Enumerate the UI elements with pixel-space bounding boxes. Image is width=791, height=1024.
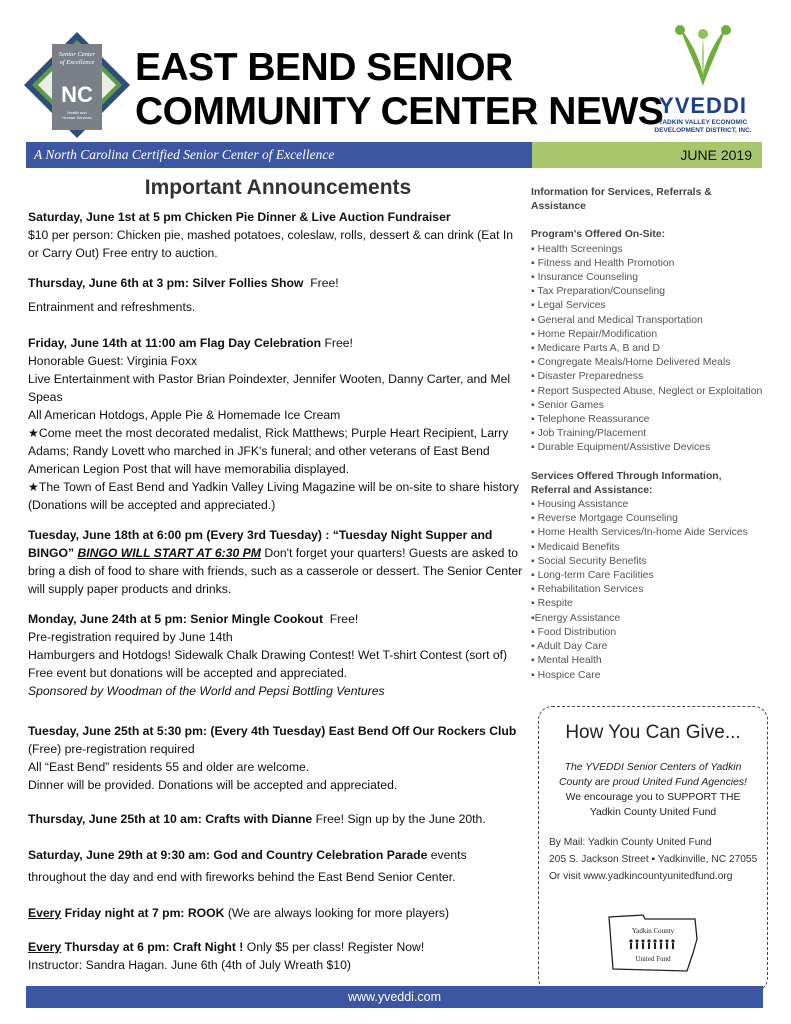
- service-item: ▪ Medicaid Benefits: [531, 541, 620, 553]
- referral-heading: Services Offered Through Information, Referral and Assistance:: [531, 470, 722, 496]
- footer-website[interactable]: www.yveddi.com: [26, 986, 763, 1008]
- event-title: Tuesday, June 18th at 6:00 pm (Every 3rd Tuesday) : “Tuesday Night Supper and BINGO”: [28, 528, 493, 560]
- event-title: Tuesday, June 25th at 5:30 pm: (Every 4th Tuesday) East Bend Off Our Rockers Club: [28, 724, 517, 738]
- give-title: How You Can Give...: [565, 722, 741, 743]
- event-silver-follies: [28, 274, 524, 316]
- event-god-country: [28, 844, 524, 888]
- event-registration: (Free) pre-registration required: [28, 742, 195, 756]
- leaf-people-icon: [658, 20, 748, 88]
- org-subtitle: YADKIN VALLEY ECONOMIC DEVELOPMENT DISTRICT, INC.: [654, 119, 752, 134]
- service-item: ▪ Insurance Counseling: [531, 272, 639, 284]
- event-details: Entrainment and refreshments.: [28, 300, 196, 314]
- event-title: Thursday at 6 pm: Craft Night !: [64, 940, 244, 954]
- title-line-2: COMMUNITY CENTER NEWS: [135, 90, 664, 133]
- services-sidebar: [531, 186, 763, 683]
- fund-website[interactable]: Or visit www.yadkincountyunitedfund.org: [549, 871, 733, 882]
- onsite-services-list: [531, 243, 763, 456]
- event-free: Free!: [324, 336, 353, 350]
- service-item: ▪ Telephone Reassurance: [531, 414, 650, 426]
- service-item: ▪ Home Repair/Modification: [531, 328, 658, 340]
- service-item: ▪ Senior Games: [531, 399, 604, 411]
- event-food: All American Hotdogs, Apple Pie & Homemade Ice Cream: [28, 408, 341, 422]
- event-veterans: ★Come meet the most decorated medalist, Rick Matthews; Purple Heart Recipient, Larry Adams; Randy Lovett who marched in JFK's funeral; and other veterans of East Bend American Legion Post that will have memorabilia displayed.: [28, 426, 509, 476]
- service-item: ▪ Long-term Care Facilities: [531, 570, 654, 582]
- mail-address: 205 S. Jackson Street ▪ Yadkinville, NC 27055: [549, 854, 758, 865]
- event-rook: [28, 904, 524, 922]
- event-details: events throughout the day and end with fireworks behind the East Bend Senior Center.: [28, 848, 467, 884]
- event-title: Friday, June 14th at 11:00 am Flag Day Celebration: [28, 336, 322, 350]
- support-statement: We encourage you to SUPPORT THE Yadkin County United Fund: [565, 792, 741, 818]
- event-title: Monday, June 24th at 5 pm: Senior Mingle Cookout: [28, 612, 324, 626]
- svg-text:Health and: Health and: [67, 110, 87, 115]
- every-label: Every: [28, 906, 62, 920]
- title-line-1: EAST BEND SENIOR: [135, 46, 513, 89]
- united-fund-logo: [603, 913, 703, 975]
- event-guest: Honorable Guest: Virginia Foxx: [28, 354, 198, 368]
- event-details: Don't forget your quarters! Guests are asked to bring a dish of food to share with friends, such as a casserole or dessert. The Senior Center will supply paper products and drinks.: [28, 546, 523, 596]
- svg-text:United Fund: United Fund: [635, 955, 671, 963]
- onsite-heading: Program's Offered On-Site:: [531, 229, 666, 241]
- svg-text:NC: NC: [61, 82, 93, 107]
- service-item: ▪ Durable Equipment/Assistive Devices: [531, 442, 711, 454]
- info-heading: Information for Services, Referrals & Assistance: [531, 187, 712, 213]
- event-entertainment: Live Entertainment with Pastor Brian Poindexter, Jennifer Wooten, Danny Carter, and Mel Speas: [28, 372, 511, 404]
- service-item: ▪ Tax Preparation/Counseling: [531, 286, 666, 298]
- event-supper-bingo: [28, 526, 524, 598]
- bingo-start-notice: BINGO WILL START AT 6:30 PM: [77, 546, 261, 560]
- service-item: ▪ Adult Day Care: [531, 641, 608, 653]
- event-instructor: Instructor: Sandra Hagan. June 6th (4th of July Wreath $10): [28, 958, 351, 972]
- united-fund-statement: The YVEDDI Senior Centers of Yadkin County are proud United Fund Agencies!: [559, 762, 747, 788]
- issue-date: JUNE 2019: [532, 142, 762, 168]
- event-title: Saturday, June 29th at 9:30 am: God and Country Celebration Parade: [28, 848, 428, 862]
- give-body: [539, 760, 767, 820]
- service-item: ▪ Health Screenings: [531, 243, 623, 255]
- how-you-can-give-box: [538, 706, 768, 992]
- svg-text:Human Services: Human Services: [62, 115, 92, 120]
- event-title: Saturday, June 1st at 5 pm Chicken Pie Dinner & Live Auction Fundraiser: [28, 210, 451, 224]
- service-item: ▪ Report Suspected Abuse, Neglect or Exploitation: [531, 385, 763, 397]
- service-item: ▪ Housing Assistance: [531, 499, 629, 511]
- service-item: ▪ Legal Services: [531, 300, 606, 312]
- svg-text:Senior Center: Senior Center: [58, 51, 96, 58]
- event-title: Friday night at 7 pm: ROOK: [64, 906, 225, 920]
- service-item: ▪ Respite: [531, 598, 573, 610]
- senior-center-excellence-logo: [22, 30, 132, 140]
- announcements-list: [28, 208, 524, 986]
- give-mail-info: [539, 834, 767, 885]
- service-item: ▪ Fitness and Health Promotion: [531, 257, 675, 269]
- event-history: ★The Town of East Bend and Yadkin Valley Living Magazine will be on-site to share history (Donations will be accepted and appreciated.): [28, 480, 520, 512]
- event-free: Free!: [329, 612, 359, 626]
- service-item: ▪ Hospice Care: [531, 669, 601, 681]
- yveddi-logo: [638, 20, 768, 135]
- announcements-heading: Important Announcements: [144, 176, 412, 199]
- svg-text:of Excellence: of Excellence: [59, 59, 95, 66]
- event-senior-mingle: [28, 610, 524, 700]
- service-item: ▪ Reverse Mortgage Counseling: [531, 513, 678, 525]
- event-craft-night: [28, 938, 524, 974]
- event-off-our-rockers: [28, 722, 524, 794]
- tagline-banner: A North Carolina Certified Senior Center of Excellence: [26, 142, 532, 168]
- event-crafts-dianne: [28, 810, 524, 828]
- service-item: ▪ Congregate Meals/Home Delivered Meals: [531, 357, 731, 369]
- newsletter-title: [135, 46, 664, 134]
- mail-line: By Mail: Yadkin County United Fund: [549, 837, 712, 848]
- service-item: ▪ Social Security Benefits: [531, 555, 647, 567]
- event-details: $10 per person: Chicken pie, mashed potatoes, coleslaw, rolls, dessert & can drink (Eat In or Carry Out) Free entry to auction.: [28, 228, 514, 260]
- referral-services-list: [531, 498, 763, 683]
- service-item: ▪ Home Health Services/In-home Aide Services: [531, 527, 748, 539]
- event-title: Thursday, June 6th at 3 pm: Silver Follies Show: [28, 276, 304, 290]
- event-registration: Pre-registration required by June 14th: [28, 630, 233, 644]
- event-title: Thursday, June 25th at 10 am: Crafts with Dianne: [28, 812, 313, 826]
- service-item: ▪ Food Distribution: [531, 626, 617, 638]
- event-chicken-pie-dinner: [28, 208, 524, 262]
- every-label: Every: [28, 940, 62, 954]
- event-details: Hamburgers and Hotdogs! Sidewalk Chalk Drawing Contest! Wet T-shirt Contest (sort of) Free event but donations will be accepted and appreciated.: [28, 648, 508, 680]
- service-item: ▪ Disaster Preparedness: [531, 371, 644, 383]
- service-item: ▪ Rehabilitation Services: [531, 584, 644, 596]
- service-item: ▪ Medicare Parts A, B and D: [531, 343, 661, 355]
- service-item: ▪ Mental Health: [531, 655, 602, 667]
- event-free: Free!: [310, 276, 339, 290]
- service-item: ▪ Job Training/Placement: [531, 428, 647, 440]
- event-flag-day: [28, 334, 524, 514]
- service-item: ▪ General and Medical Transportation: [531, 314, 703, 326]
- event-sponsor: Sponsored by Woodman of the World and Pepsi Bottling Ventures: [28, 684, 385, 698]
- service-item: ▪Energy Assistance: [531, 612, 621, 624]
- event-details: (We are always looking for more players): [227, 906, 450, 920]
- event-eligibility: All “East Bend” residents 55 and older are welcome.: [28, 760, 310, 774]
- org-name: YVEDDI: [659, 93, 747, 118]
- event-details: Dinner will be provided. Donations will be accepted and appreciated.: [28, 778, 398, 792]
- event-details: Free! Sign up by the June 20th.: [315, 812, 486, 826]
- svg-text:Yadkin County: Yadkin County: [631, 927, 675, 935]
- event-details: Only $5 per class! Register Now!: [246, 940, 425, 954]
